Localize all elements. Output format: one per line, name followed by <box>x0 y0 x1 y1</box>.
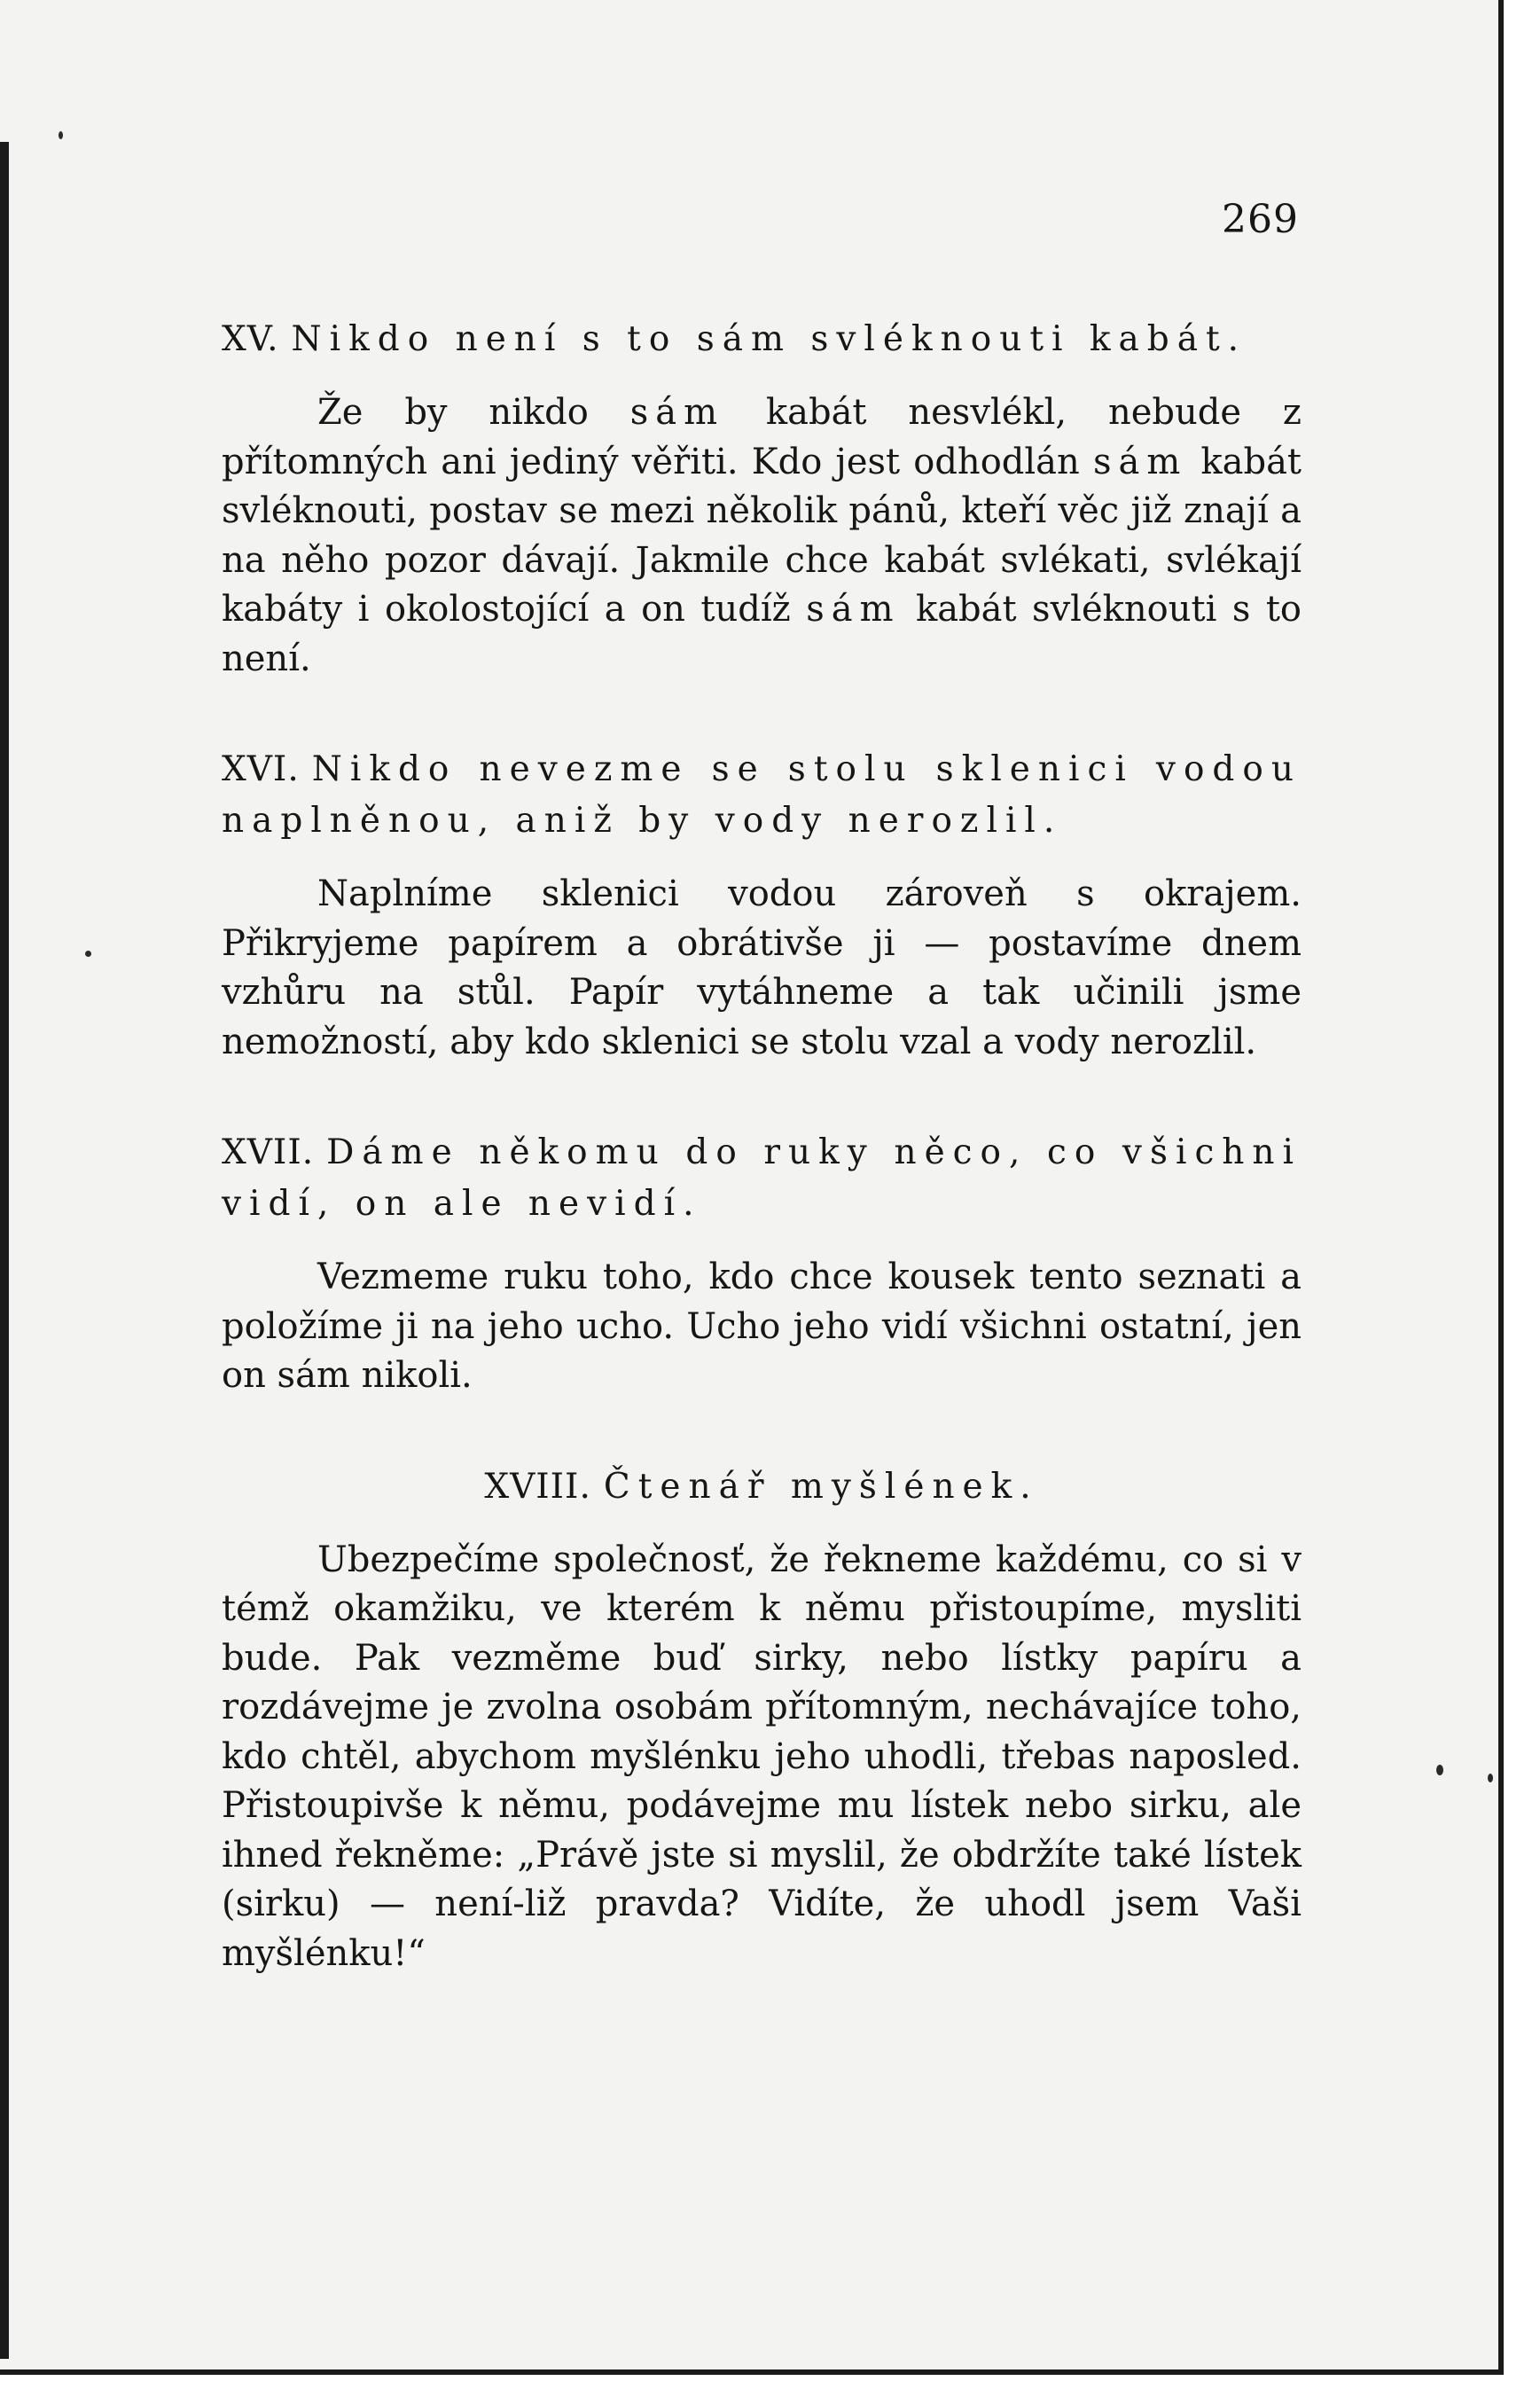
section-heading <box>222 314 1302 365</box>
body-text: kabát svléknouti s to není. <box>222 589 1302 679</box>
section-xvi <box>222 744 1302 1067</box>
print-speck <box>1488 1774 1493 1782</box>
section-xv <box>222 314 1302 684</box>
emphasized-word: sám <box>629 392 725 433</box>
section-number: XVI. <box>222 749 300 789</box>
section-title: Nikdo není s to sám svléknouti kabát. <box>291 319 1247 359</box>
section-body: Ubezpečíme společnosť, že řekneme každému, co si v témž okamžiku, ve kterém k němu přistoupíme, mysliti bude. Pak vezměme buď sirky, nebo lístky papíru a rozdávejme je zvolna osobám přítomným, nechávajíce toho, kdo chtěl, abychom myšlénku jeho uhodli, třebas naposled. Přistoupivše k němu, podávejme mu lístek nebo sirku, ale ihned řekněme: „Právě jste si myslil, že obdržíte také lístek (sirku) — není-liž pravda? Vidíte, že uhodl jsem Vaši myšlénku!“ <box>222 1539 1302 1974</box>
print-speck <box>85 951 91 957</box>
section-number: XV. <box>222 319 279 359</box>
section-title: Nikdo nevezme se stolu sklenici vodou naplněnou, aniž by vody nerozlil. <box>222 749 1302 841</box>
section-xvii <box>222 1127 1302 1401</box>
section-body <box>222 388 1302 684</box>
body-text: kabát svléknouti, postav se mezi několik pánů, kteří věc již znají a na něho pozor dávají. Jakmile chce kabát svlékati, svlékají kabáty i okolostojící a on tudíž <box>222 441 1302 630</box>
section-heading <box>222 1127 1302 1230</box>
body-text: kabát nesvlékl, nebude z přítomných ani jediný věřiti. Kdo jest odhodlán <box>222 392 1302 482</box>
section-xviii <box>222 1461 1302 1979</box>
section-body: Naplníme sklenici vodou zároveň s okrajem. Přikryjeme papírem a obrátivše ji — postavíme dnem vzhůru na stůl. Papír vytáhneme a tak učinili jsme nemožností, aby kdo sklenici se stolu vzal a vody nerozlil. <box>222 873 1302 1062</box>
section-body: Vezmeme ruku toho, kdo chce kousek tento seznati a položíme ji na jeho ucho. Ucho jeho vidí všichni ostatní, jen on sám nikoli. <box>222 1257 1302 1396</box>
emphasized-word: sám <box>806 589 901 630</box>
section-title: Čtenář myšlének. <box>603 1466 1039 1507</box>
text-block <box>222 314 1302 2039</box>
section-title: Dáme někomu do ruky něco, co všichni vidí, on ale nevidí. <box>222 1132 1302 1224</box>
body-text: Že by nikdo <box>317 392 630 433</box>
section-heading <box>222 744 1302 847</box>
print-speck <box>59 131 63 139</box>
emphasized-word: sám <box>1092 441 1188 482</box>
section-heading <box>222 1461 1302 1513</box>
page-edge-shadow <box>0 142 9 2359</box>
section-number: XVIII. <box>484 1466 591 1507</box>
section-number: XVII. <box>222 1132 315 1172</box>
page-number: 269 <box>1222 197 1299 242</box>
print-speck <box>1436 1765 1443 1775</box>
